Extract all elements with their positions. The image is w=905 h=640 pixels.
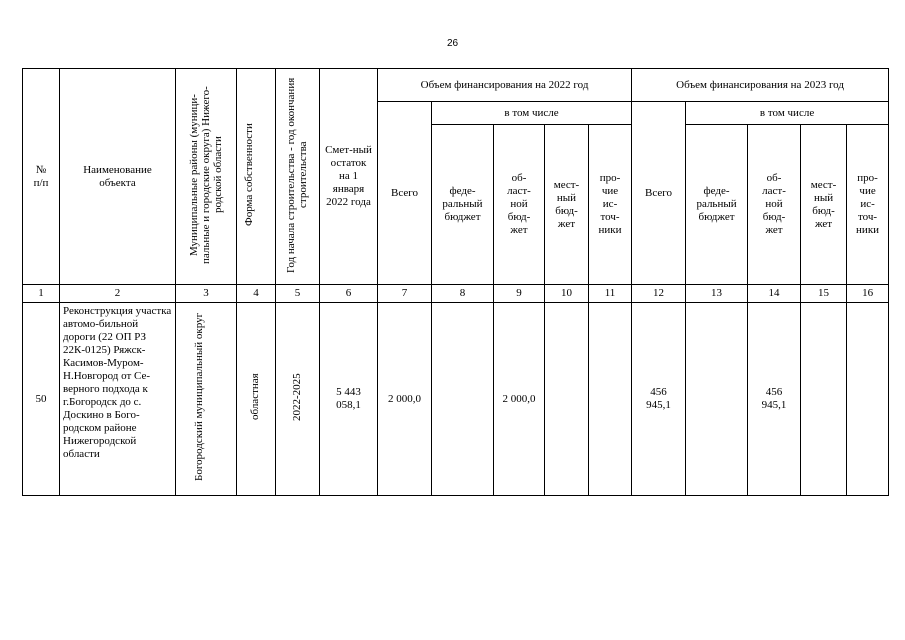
row-2023-total: 456 945,1	[632, 303, 686, 496]
column-number: 7	[378, 285, 432, 303]
header-2023-total: Всего	[632, 102, 686, 285]
row-2022-total: 2 000,0	[378, 303, 432, 496]
row-2023-federal	[686, 303, 748, 496]
table-row	[23, 303, 889, 496]
header-years: Год начала строительства - год окончания строительства	[276, 69, 320, 285]
header-2022-other: про-чие ис-точ-ники	[589, 125, 632, 285]
column-number: 13	[686, 285, 748, 303]
header-2023-federal: феде-ральный бюджет	[686, 125, 748, 285]
column-number-row	[23, 285, 889, 303]
header-fin-2023: Объем финансирования на 2023 год	[632, 69, 889, 102]
header-2023-other: про-чие ис-точ-ники	[847, 125, 889, 285]
header-2022-including: в том числе	[432, 102, 632, 125]
header-district: Муниципальные районы (муници-пальные и городские округа) Нижего-родской области	[176, 69, 237, 285]
column-number: 3	[176, 285, 237, 303]
row-2022-federal	[432, 303, 494, 496]
column-number: 16	[847, 285, 889, 303]
column-number: 8	[432, 285, 494, 303]
row-years: 2022-2025	[276, 303, 320, 496]
column-number: 10	[545, 285, 589, 303]
column-number: 14	[748, 285, 801, 303]
header-2022-local: мест-ный бюд-жет	[545, 125, 589, 285]
column-number: 11	[589, 285, 632, 303]
row-name: Реконструкция участка автомо-бильной дороги (22 ОП РЗ 22К-0125) Ряжск-Касимов-Муром-Н.Новгород от Се-верного подхода к г.Богородск до с. Доскино в Бого-родском районе Нижегородской области	[60, 303, 176, 496]
row-district: Богородский муниципальный округ	[176, 303, 237, 496]
header-2023-including: в том числе	[686, 102, 889, 125]
row-2023-local	[801, 303, 847, 496]
header-2022-total: Всего	[378, 102, 432, 285]
header-name: Наименование объекта	[60, 69, 176, 285]
header-2022-regional: об-ласт-ной бюд-жет	[494, 125, 545, 285]
column-number: 2	[60, 285, 176, 303]
header-2023-regional: об-ласт-ной бюд-жет	[748, 125, 801, 285]
header-2023-local: мест-ный бюд-жет	[801, 125, 847, 285]
row-2022-regional: 2 000,0	[494, 303, 545, 496]
header-balance: Смет-ный остаток на 1 января 2022 года	[320, 69, 378, 285]
page-number: 26	[446, 38, 459, 49]
column-number: 1	[23, 285, 60, 303]
header-fin-2022: Объем финансирования на 2022 год	[378, 69, 632, 102]
header-no: № п/п	[23, 69, 60, 285]
column-number: 6	[320, 285, 378, 303]
column-number: 12	[632, 285, 686, 303]
column-number: 5	[276, 285, 320, 303]
financing-table	[22, 68, 889, 496]
header-2022-federal: феде-ральный бюджет	[432, 125, 494, 285]
row-balance: 5 443 058,1	[320, 303, 378, 496]
row-no: 50	[23, 303, 60, 496]
row-2023-other	[847, 303, 889, 496]
column-number: 9	[494, 285, 545, 303]
row-ownership: областная	[237, 303, 276, 496]
row-2023-regional: 456 945,1	[748, 303, 801, 496]
header-ownership: Форма собственности	[237, 69, 276, 285]
row-2022-other	[589, 303, 632, 496]
column-number: 4	[237, 285, 276, 303]
row-2022-local	[545, 303, 589, 496]
column-number: 15	[801, 285, 847, 303]
